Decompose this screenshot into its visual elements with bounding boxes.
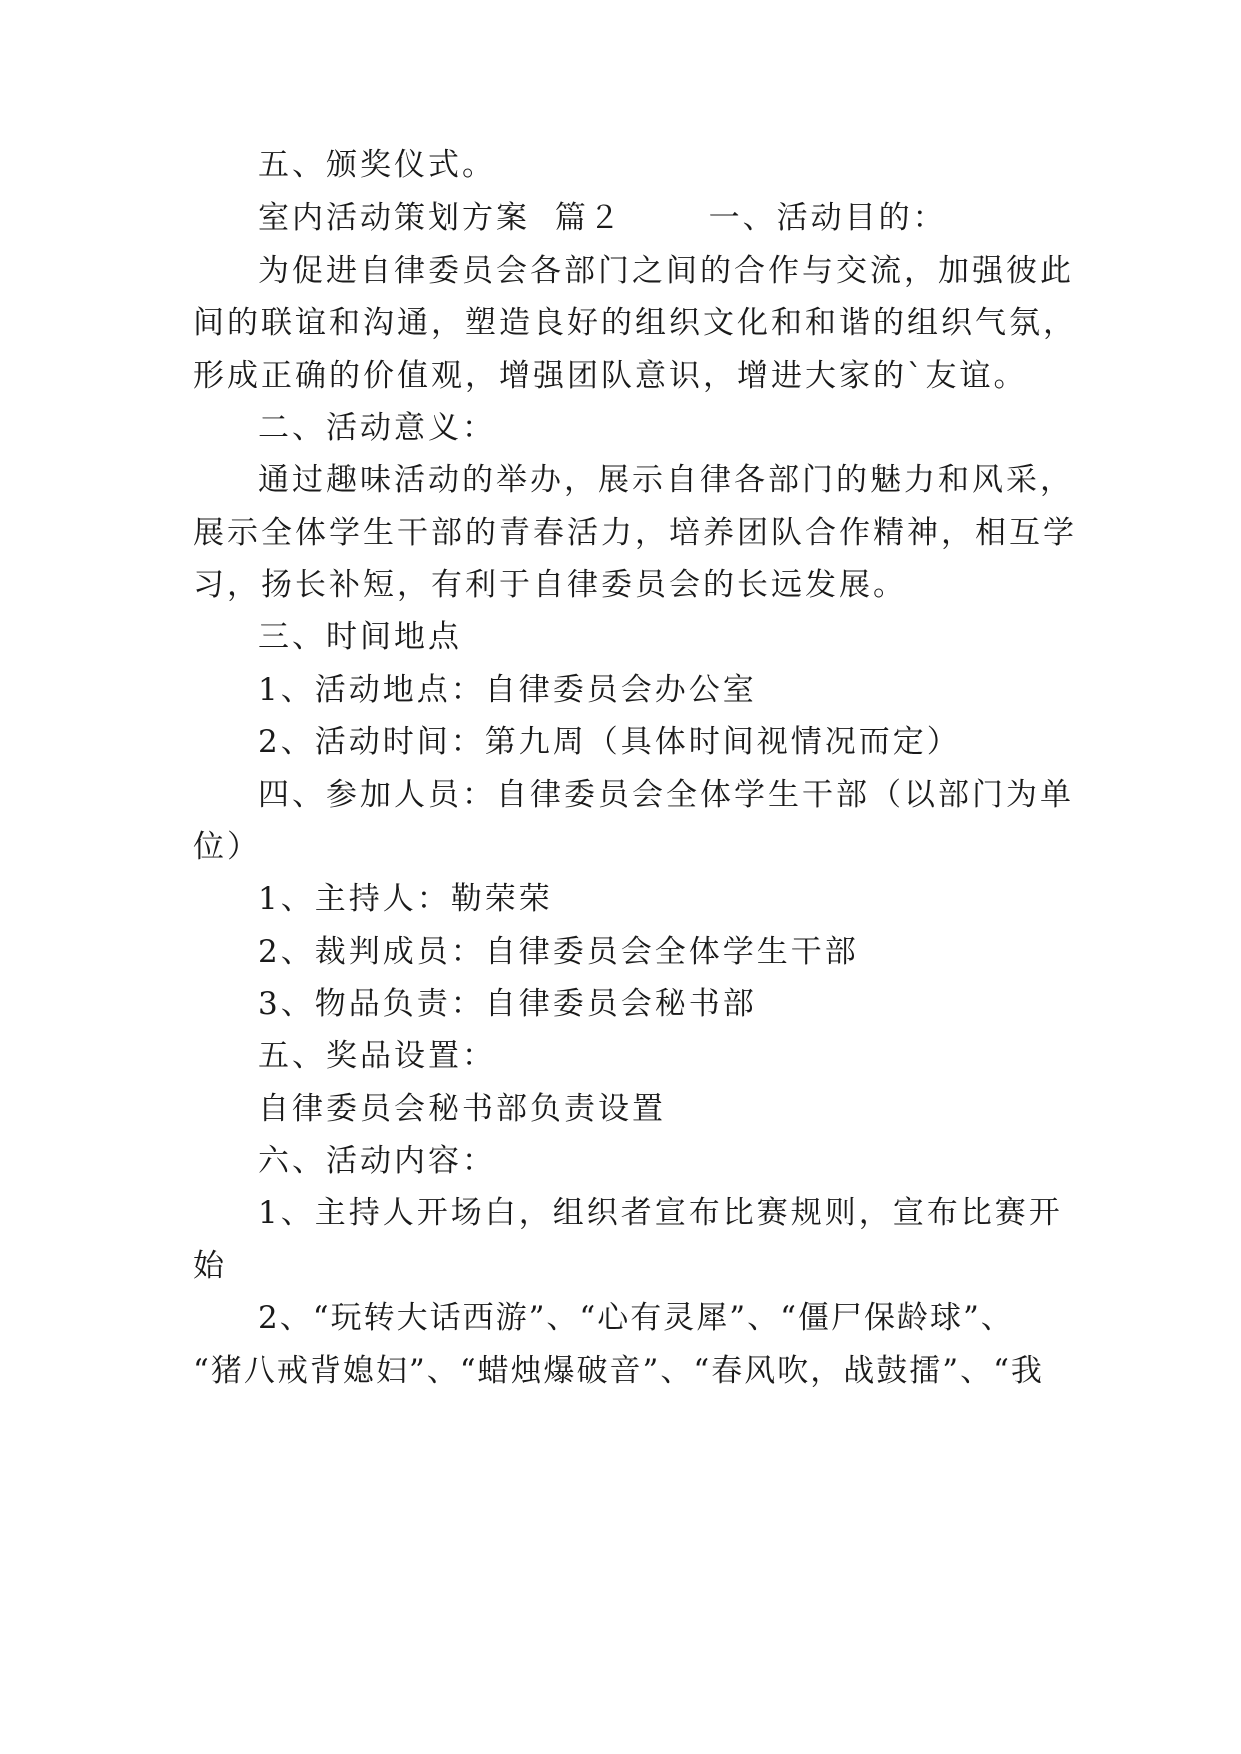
paragraph-line: 习，扬长补短，有利于自律委员会的长远发展。 [193, 567, 907, 603]
paragraph-line: “猪八戒背媳妇”、“蜡烛爆破音”、“春风吹，战鼓擂”、“我 [193, 1353, 1044, 1389]
list-item: 3、物品负责：自律委员会秘书部 [258, 986, 757, 1022]
section-heading-content: 六、活动内容： [258, 1143, 496, 1179]
article-number: 篇２ [554, 200, 623, 236]
section-heading-award-ceremony: 五、颁奖仪式。 [258, 147, 496, 183]
paragraph-line: 位） [193, 829, 261, 865]
document-title: 室内活动策划方案 [258, 200, 530, 236]
paragraph-line: 形成正确的价值观，增强团队意识，增进大家的`友谊。 [193, 358, 1028, 394]
paragraph-line: 通过趣味活动的举办，展示自律各部门的魅力和风采， [258, 462, 1074, 498]
section-heading-time-place: 三、时间地点 [258, 619, 462, 655]
document-title-line [258, 198, 947, 238]
section-heading-purpose: 一、活动目的： [708, 200, 947, 236]
paragraph-line: 间的联谊和沟通，塑造良好的组织文化和和谐的组织气氛， [193, 305, 1077, 341]
paragraph-line: 展示全体学生干部的青春活力，培养团队合作精神，相互学 [193, 515, 1077, 551]
paragraph-line: 自律委员会秘书部负责设置 [258, 1091, 666, 1127]
list-item: 2、“玩转大话西游”、“心有灵犀”、“僵尸保龄球”、 [258, 1300, 1014, 1336]
section-heading-prizes: 五、奖品设置： [258, 1038, 496, 1074]
list-item: 1、活动地点：自律委员会办公室 [258, 672, 757, 708]
section-heading-significance: 二、活动意义： [258, 410, 496, 446]
list-item: 2、裁判成员：自律委员会全体学生干部 [258, 934, 859, 970]
list-item: 1、主持人：勒荣荣 [258, 881, 553, 917]
section-heading-participants: 四、参加人员：自律委员会全体学生干部（以部门为单 [258, 777, 1074, 813]
list-item: 2、活动时间：第九周（具体时间视情况而定） [258, 724, 961, 760]
paragraph-line: 为促进自律委员会各部门之间的合作与交流，加强彼此 [258, 253, 1074, 289]
paragraph-line: 始 [193, 1248, 227, 1284]
list-item: 1、主持人开场白，组织者宣布比赛规则，宣布比赛开 [258, 1195, 1063, 1231]
